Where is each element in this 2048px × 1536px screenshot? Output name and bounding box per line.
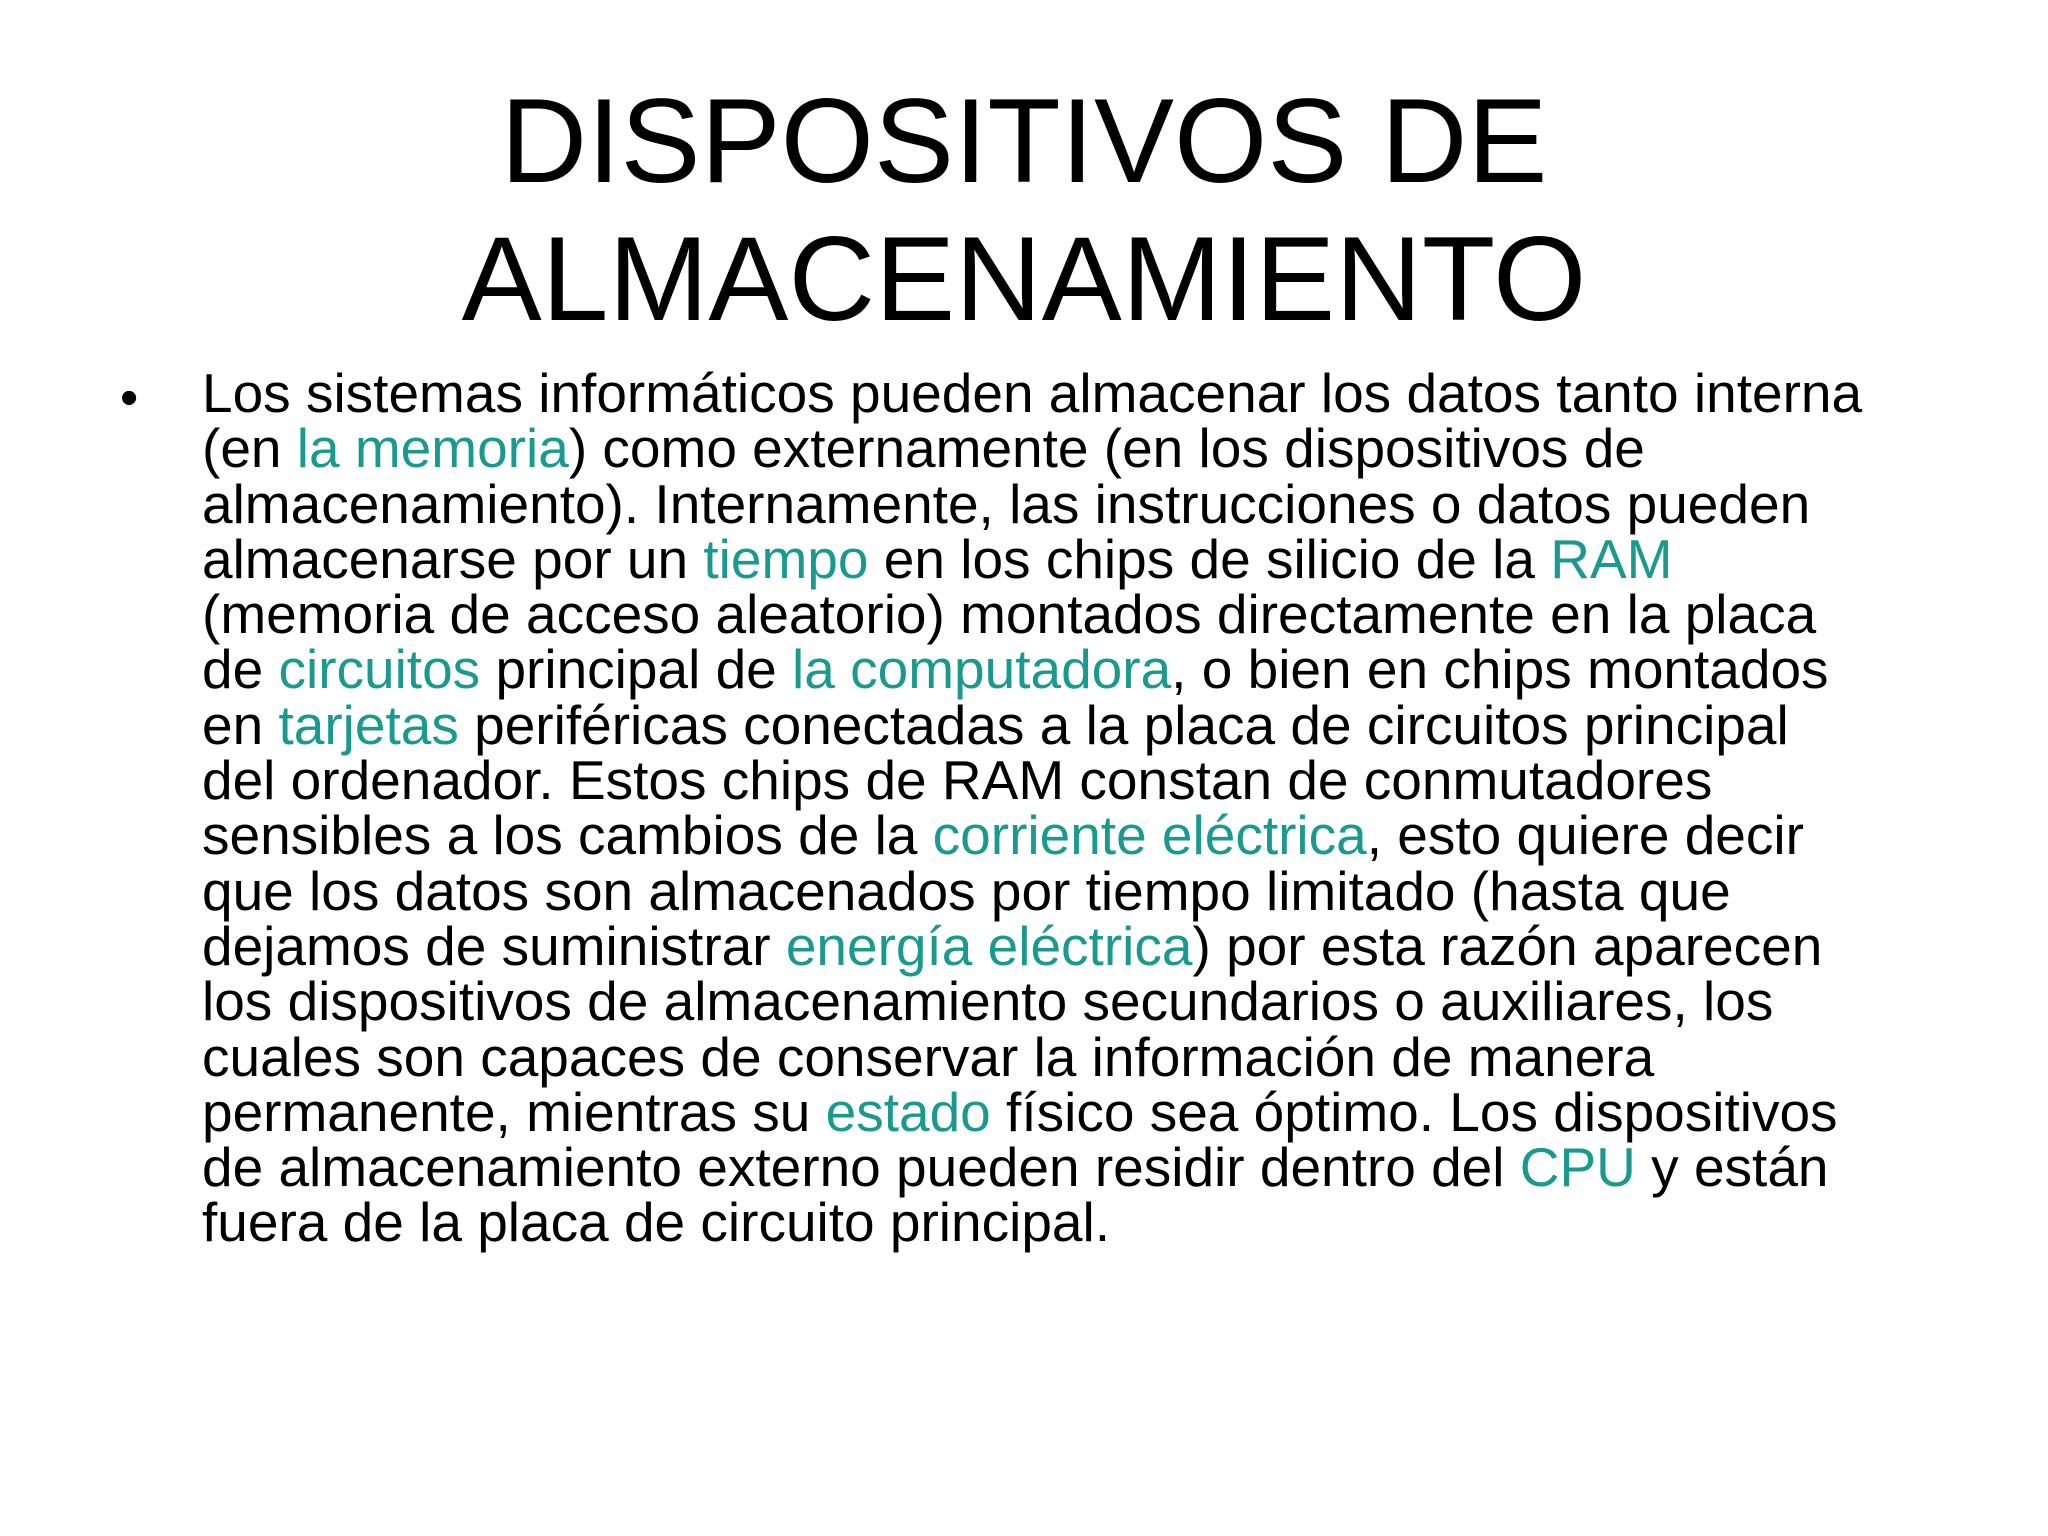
- text-line: [202, 417, 2012, 480]
- text-line: [202, 1136, 2012, 1199]
- text-segment: periféricas conectadas a la placa de circuitos principal: [458, 693, 1789, 756]
- hyperlink[interactable]: circuitos: [278, 638, 481, 701]
- text-line: [202, 914, 2012, 977]
- hyperlink[interactable]: CPU: [1519, 1136, 1636, 1199]
- bullet-icon: •: [120, 369, 139, 427]
- text-segment: en los chips de silicio de la: [868, 527, 1551, 590]
- text-segment: principal de: [480, 638, 793, 701]
- text-segment: Los sistemas informáticos pueden almacenar los datos tanto interna: [202, 362, 1863, 424]
- hyperlink[interactable]: estado: [825, 1080, 991, 1143]
- text-segment: que los datos son almacenados por tiempo limitado (hasta que: [202, 859, 1731, 922]
- text-segment: (en: [202, 417, 297, 480]
- text-segment: almacenamiento). Internamente, las instrucciones o datos pueden: [202, 472, 1811, 535]
- text-segment: del ordenador. Estos chips de RAM constan de conmutadores: [202, 749, 1713, 812]
- text-line: [202, 638, 2012, 701]
- text-segment: (memoria de acceso aleatorio) montados directamente en la placa: [202, 583, 1817, 646]
- text-line: [202, 970, 2012, 1033]
- text-segment: ) por esta razón aparecen: [1192, 914, 1823, 977]
- text-segment: , esto quiere decir: [1366, 804, 1804, 867]
- hyperlink[interactable]: tarjetas: [278, 693, 459, 756]
- text-segment: de: [202, 638, 279, 701]
- text-line: [202, 362, 2012, 424]
- hyperlink[interactable]: energía eléctrica: [785, 914, 1193, 977]
- hyperlink[interactable]: la memoria: [296, 417, 569, 480]
- hyperlink[interactable]: la computadora: [792, 638, 1172, 701]
- text-segment: físico sea óptimo. Los dispositivos: [990, 1080, 1838, 1143]
- text-line: [202, 859, 2012, 922]
- hyperlink[interactable]: RAM: [1550, 527, 1673, 590]
- text-segment: los dispositivos de almacenamiento secundarios o auxiliares, los: [202, 970, 1774, 1033]
- slide-title: [0, 72, 2048, 348]
- text-segment: fuera de la placa de circuito principal.: [202, 1191, 1111, 1254]
- bullet-text: [202, 362, 2012, 1254]
- text-line: [202, 804, 2012, 867]
- text-line: [202, 472, 2012, 535]
- hyperlink[interactable]: corriente eléctrica: [932, 804, 1367, 867]
- text-line: [202, 527, 2012, 590]
- text-line: [202, 1025, 2012, 1088]
- text-line: [202, 1191, 2012, 1254]
- slide-title-line-2: ALMACENAMIENTO: [461, 212, 1587, 346]
- text-segment: en: [202, 693, 279, 756]
- text-line: [202, 1080, 2012, 1143]
- text-segment: almacenarse por un: [202, 527, 704, 590]
- hyperlink[interactable]: tiempo: [703, 527, 869, 590]
- text-segment: , o bien en chips montados: [1171, 638, 1829, 701]
- text-segment: y están: [1635, 1136, 1829, 1199]
- text-segment: de almacenamiento externo pueden residir dentro del: [202, 1136, 1520, 1199]
- text-segment: ) como externamente (en los dispositivos de: [568, 417, 1645, 480]
- text-line: [202, 583, 2012, 646]
- text-segment: cuales son capaces de conservar la información de manera: [202, 1025, 1655, 1088]
- slide-title-line-1: DISPOSITIVOS DE: [500, 74, 1548, 208]
- text-segment: sensibles a los cambios de la: [202, 804, 933, 867]
- text-segment: dejamos de suministrar: [202, 914, 786, 977]
- text-line: [202, 693, 2012, 756]
- text-line: [202, 749, 2012, 812]
- text-segment: permanente, mientras su: [202, 1080, 826, 1143]
